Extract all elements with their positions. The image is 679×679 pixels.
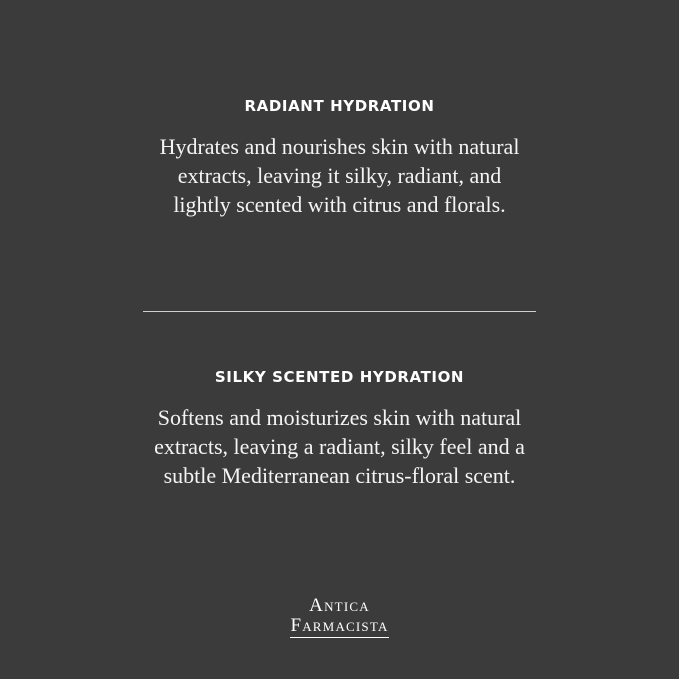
section-description: Hydrates and nourishes skin with natural extracts, leaving it silky, radiant, and lightly scented with citrus and florals. bbox=[159, 134, 520, 217]
section-divider bbox=[143, 311, 536, 312]
section-radiant-hydration bbox=[0, 96, 679, 219]
brand-logo bbox=[0, 596, 679, 638]
section-heading: RADIANT HYDRATION bbox=[244, 97, 435, 115]
brand-logo-line-1: Antica bbox=[309, 595, 370, 616]
section-silky-scented-hydration bbox=[0, 367, 679, 490]
brand-logo-line-2: Farmacista bbox=[290, 615, 389, 636]
section-heading: SILKY SCENTED HYDRATION bbox=[214, 368, 465, 386]
section-description: Softens and moisturizes skin with natural extracts, leaving a radiant, silky feel and a subtle Mediterranean citrus-floral scent. bbox=[154, 405, 525, 488]
